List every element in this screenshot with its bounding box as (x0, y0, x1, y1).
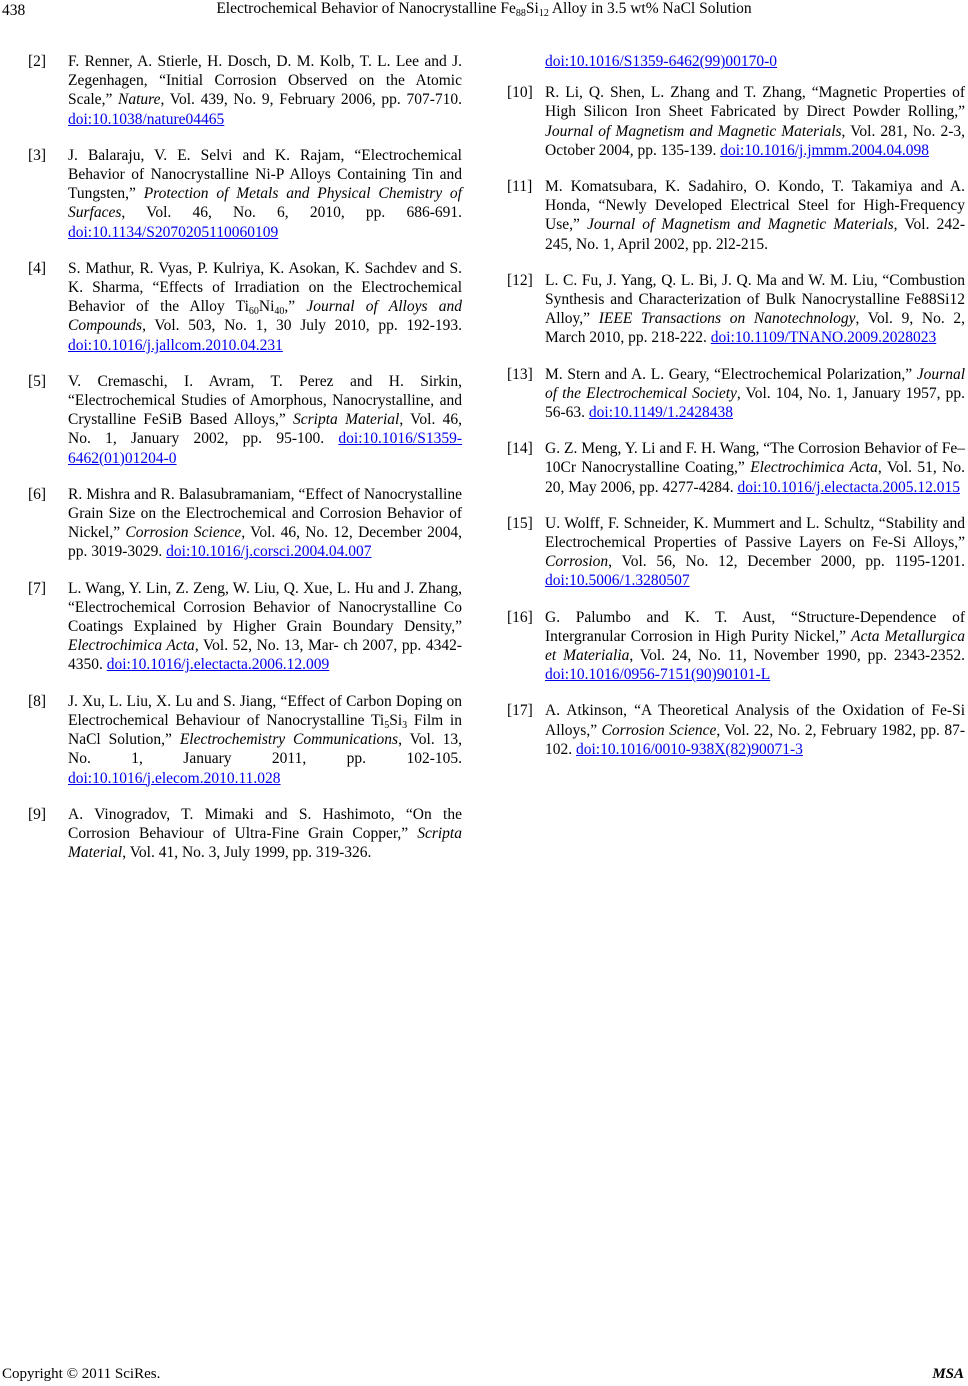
journal-title: Protection of Metals and Physical Chemistry of Surfaces (68, 185, 462, 222)
text-segment: G. Z. Meng, Y. Li and F. H. Wang, “The Corrosion Behavior of Fe–10Cr Nanocrystalline Coating,” (545, 440, 965, 477)
doi-link[interactable]: doi:10.1016/j.electacta.2005.12.015 (737, 478, 961, 496)
text-segment: F. Renner, A. Stierle, H. Dosch, D. M. Kolb, T. L. Lee and J. Zegenhagen, “Initial Corrosion Observed on the Atomic Scale,” (68, 53, 462, 109)
text-segment: , Vol. 13, No. 1, January 2011, pp. 102-105. (68, 731, 462, 768)
doi-link[interactable]: doi:10.1016/0956-7151(90)90101-L (545, 666, 771, 684)
reference-number: [11] (507, 178, 533, 196)
journal-title: Electrochimica Acta (750, 459, 878, 477)
journal-title: Electrochemistry Communications (179, 731, 399, 749)
journal-title: Journal of the Electrochemical Society (545, 365, 965, 402)
text-segment: J. Balaraju, V. E. Selvi and K. Rajam, “Electrochemical Behavior of Nanocrystalline Ni-P Alloys Containing Tin and Tungsten,” (68, 146, 462, 203)
subscript: 12 (538, 8, 549, 19)
reference-number: [7] (28, 579, 47, 597)
text-segment: Alloy in 3.5 wt% NaCl Solution (548, 0, 752, 17)
reference-number: [6] (28, 485, 47, 503)
reference-number: [17] (507, 702, 533, 720)
journal-title: Journal of Magnetism and Magnetic Materials (545, 122, 842, 140)
text-segment: , Vol. 51, No. 20, May 2006, pp. 4277-4284. (545, 459, 966, 496)
journal-title: Corrosion Science (601, 721, 717, 739)
text-segment: Electrochemical Behavior of Nanocrystalline Fe (216, 0, 516, 17)
text-segment: M. Komatsubara, K. Sadahiro, O. Kondo, T. Takamiya and A. Honda, “Newly Developed Electrical Steel for High-Frequency Use,” (545, 178, 965, 234)
references-right-column (507, 52, 965, 776)
text-segment: S. Mathur, R. Vyas, P. Kulriya, K. Asokan, K. Sachdev and S. K. Sharma, “Effects of Irradiation on the Electrochemical Behavior of the Alloy Ti (68, 259, 462, 316)
journal-title: Corrosion (545, 553, 609, 571)
reference-number: [5] (28, 372, 47, 390)
reference-item (507, 271, 965, 348)
reference-item (28, 485, 462, 562)
journal-title: Acta Metallurgica et Materialia (545, 627, 965, 665)
journal-title: Scripta Material (68, 824, 462, 862)
doi-link[interactable]: doi:10.1016/j.jallcom.2010.04.231 (68, 336, 283, 354)
reference-number: [16] (507, 608, 533, 626)
reference-item (507, 608, 965, 685)
journal-title: Journal of Magnetism and Magnetic Materials (586, 216, 894, 234)
doi-link[interactable]: doi:10.1149/1.2428438 (588, 404, 734, 422)
doi-link[interactable]: doi:10.1038/nature04465 (68, 110, 225, 128)
reference-number: [9] (28, 805, 47, 823)
text-segment: , Vol. 22, No. 2, February 1982, pp. 87-102. (545, 721, 965, 758)
text-segment: Si (525, 0, 539, 17)
text-segment: Ni (258, 298, 275, 316)
reference-number: [15] (507, 514, 533, 532)
reference-item (507, 514, 965, 591)
doi-link[interactable]: doi:10.1016/j.elecom.2010.11.028 (68, 769, 281, 787)
text-segment: R. Mishra and R. Balasubramaniam, “Effect of Nanocrystalline Grain Size on the Electrochemical and Corrosion Behavior of Nickel,” (68, 485, 462, 542)
journal-abbrev: MSA (932, 1366, 964, 1382)
reference-number: [13] (507, 365, 533, 383)
reference-item (507, 83, 965, 160)
reference-item (507, 439, 965, 497)
text-segment: A. Atkinson, “A Theoretical Analysis of the Oxidation of Fe-Si Alloys,” (545, 702, 965, 739)
reference-item (507, 701, 965, 759)
text-segment: , Vol. 242-245, No. 1, April 2002, pp. 2l2-215. (545, 216, 965, 253)
subscript: 3 (402, 719, 408, 731)
text-segment: ,” (284, 298, 307, 316)
doi-link[interactable]: doi:10.1016/S1359-6462(01)01204-0 (68, 430, 462, 467)
reference-number: [14] (507, 440, 533, 458)
journal-title: Electrochimica Acta (68, 637, 195, 655)
doi-link[interactable]: doi:10.1016/j.electacta.2006.12.009 (106, 656, 330, 674)
text-segment: J. Xu, L. Liu, X. Lu and S. Jiang, “Effect of Carbon Doping on Electrochemical Behaviour of Nanocrystalline Ti (68, 692, 462, 729)
text-segment: G. Palumbo and K. T. Aust, “Structure-Dependence of Intergranular Corrosion in High Purity Nickel,” (545, 608, 965, 645)
reference-number: [2] (28, 53, 47, 70)
reference-item (507, 177, 965, 254)
reference-number: [8] (28, 692, 47, 710)
subscript: 40 (274, 306, 285, 318)
text-segment: Vol. 46, No. 12, December 2004, pp. 3019-3029. (68, 524, 462, 561)
journal-title: Nature (118, 91, 161, 109)
text-segment: , Vol. 9, No. 2, March 2010, pp. 218-222. (545, 310, 965, 347)
doi-link[interactable]: doi:10.1109/TNANO.2009.2028023 (710, 329, 937, 347)
reference-item (28, 692, 462, 788)
text-segment: Si (389, 711, 403, 729)
doi-link[interactable]: doi:10.1016/S1359-6462(99)00170-0 (545, 53, 778, 70)
text-segment: , Vol. 24, No. 11, November 1990, pp. 2343-2352. (629, 647, 965, 665)
references-left-column (28, 52, 462, 879)
reference-item (28, 146, 462, 242)
journal-title: IEEE Transactions on Nanotechnology (598, 310, 856, 328)
text-segment: U. Wolff, F. Schneider, K. Mummert and L. Schultz, “Stability and Electrochemical Properties of Passive Layers on Fe-Si Alloys,” (545, 514, 965, 552)
doi-link[interactable]: doi:10.1016/j.corsci.2004.04.007 (166, 543, 372, 561)
reference-item (28, 372, 462, 468)
text-segment: , Vol. 41, No. 3, July 1999, pp. 319-326. (122, 844, 372, 862)
subscript: 5 (384, 719, 390, 731)
reference-number: [10] (507, 84, 533, 102)
text-segment: A. Vinogradov, T. Mimaki and S. Hashimoto, “On the Corrosion Behaviour of Ultra-Fine Grain Copper,” (68, 805, 462, 842)
subscript: 88 (515, 8, 526, 19)
doi-link[interactable]: doi:10.5006/1.3280507 (545, 572, 690, 590)
reference-item (28, 805, 462, 863)
text-segment: , Vol. 56, No. 12, December 2000, pp. 1195-1201. (608, 553, 965, 571)
reference-9-doi-continuation (507, 52, 965, 71)
text-segment: R. Li, Q. Shen, L. Zhang and T. Zhang, “Magnetic Properties of High Silicon Iron Sheet Fabricated by Direct Powder Rolling,” (545, 84, 965, 121)
reference-number: [4] (28, 259, 47, 277)
reference-item (28, 52, 462, 129)
journal-title: Journal of Alloys and Compounds (68, 298, 462, 335)
page-header (0, 0, 968, 24)
journal-title: Scripta Material (293, 411, 400, 429)
copyright: Copyright © 2011 SciRes. (2, 1366, 161, 1382)
reference-item (507, 365, 965, 423)
reference-item (28, 259, 462, 355)
text-segment: , Vol. 281, No. 2-3, October 2004, pp. 135-139. (545, 122, 966, 159)
text-segment: V. Cremaschi, I. Avram, T. Perez and H. Sirkin, “Electrochemical Studies of Amorphous, Nanocrystalline, and Crystalline FeSiB Based Alloys,” (68, 372, 462, 429)
running-title (0, 0, 968, 18)
text-segment: L. Wang, Y. Lin, Z. Zeng, W. Liu, Q. Xue, L. Hu and J. Zhang, “Electrochemical Corrosion Behavior of Nanocrystalline Co Coatings Explained by Higher Grain Boundary Density,” (68, 579, 462, 636)
doi-link[interactable]: doi:10.1134/S2070205110060109 (68, 223, 279, 241)
reference-number: [12] (507, 271, 533, 289)
doi-link[interactable]: doi:10.1016/0010-938X(82)90071-3 (576, 740, 803, 758)
text-segment: , Vol. 439, No. 9, February 2006, pp. 707-710. (160, 91, 463, 109)
reference-item (28, 579, 462, 675)
text-segment: , Vol. 52, No. 13, Mar- ch 2007, pp. 4342-4350. (68, 637, 462, 674)
text-segment: , Vol. 46, No. 1, January 2002, pp. 95-100. (68, 411, 462, 448)
text-segment: , Vol. 503, No. 1, 30 July 2010, pp. 192-193. (142, 317, 462, 335)
reference-number: [3] (28, 146, 47, 164)
text-segment: Film in NaCl Solution,” (68, 711, 462, 749)
page-number: 438 (2, 2, 26, 19)
text-segment: , Vol. 104, No. 1, January 1957, pp. 56-63. (545, 384, 965, 422)
text-segment: , Vol. 46, No. 6, 2010, pp. 686-691. (121, 204, 462, 222)
doi-link[interactable]: doi:10.1016/j.jmmm.2004.04.098 (720, 141, 930, 159)
text-segment: M. Stern and A. L. Geary, “Electrochemical Polarization,” (545, 365, 917, 383)
subscript: 60 (248, 306, 259, 318)
journal-title: Corrosion Science, (125, 524, 246, 542)
text-segment: L. C. Fu, J. Yang, Q. L. Bi, J. Q. Ma and W. M. Liu, “Combustion Synthesis and Characterization of Bulk Nanocrystalline Fe88Si12 Alloy,” (545, 271, 965, 328)
